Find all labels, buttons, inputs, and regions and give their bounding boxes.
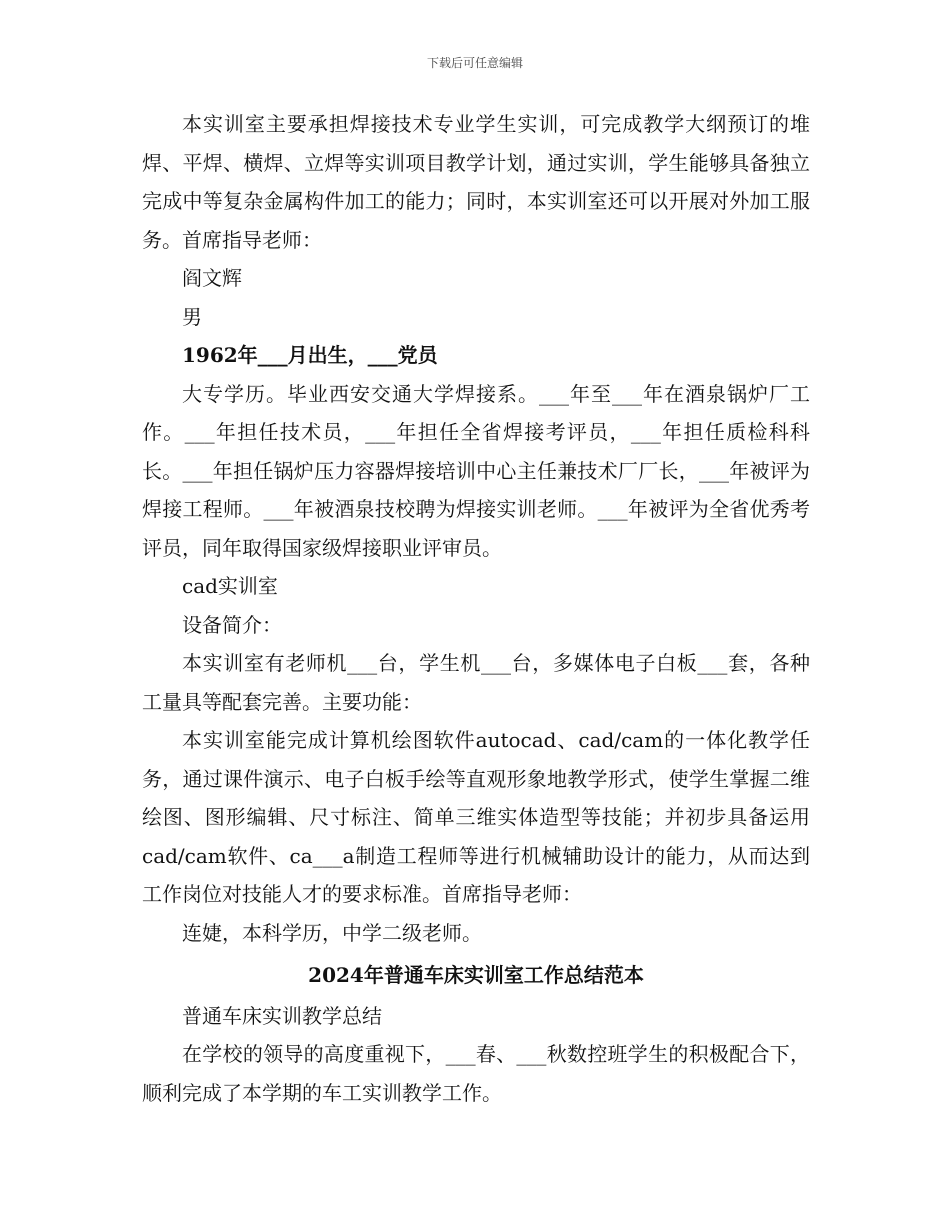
paragraph-equipment-desc: 本实训室有老师机___台，学生机___台，多媒体电子白板___套，各种工量具等配套完善。主要功能： (142, 651, 810, 714)
paragraph-lathe-summary-body: 在学校的领导的高度重视下，___春、___秋数控班学生的积极配合下，顺利完成了本学期的车工实训教学工作。 (142, 1042, 810, 1105)
section-title: 2024年普通车床实训室工作总结范本 (308, 963, 644, 987)
paragraph-cad-instructor: 连婕，本科学历，中学二级老师。 (182, 920, 482, 945)
paragraph-instructor-birth: 1962年___月出生，___党员 (182, 343, 438, 367)
paragraph-instructor-gender: 男 (182, 304, 202, 329)
page-header: 下载后可任意编辑 (426, 56, 523, 70)
paragraph-cad-lab: cad实训室 (182, 574, 278, 598)
paragraph-equipment-heading: 设备简介： (182, 612, 282, 637)
paragraph-instructor-bio: 大专学历。毕业西安交通大学焊接系。___年至___年在酒泉锅炉厂工作。___年担任技术员，___年担任全省焊接考评员，___年担任质检科科长。___年担任锅炉压力容器焊接培训中心主任兼技术厂厂长，___年被评为焊接工程师。___年被酒泉技校聘为焊接实训老师。___年被评为全省优秀考评员，同年取得国家级焊接职业评审员。 (142, 381, 810, 560)
paragraph-welding-intro: 本实训室主要承担焊接技术专业学生实训，可完成教学大纲预订的堆焊、平焊、横焊、立焊等实训项目教学计划，通过实训，学生能够具备独立完成中等复杂金属构件加工的能力；同时，本实训室还可以开展对外加工服务。首席指导老师： (142, 112, 810, 252)
paragraph-lathe-summary-heading: 普通车床实训教学总结 (182, 1003, 382, 1028)
document-body (142, 105, 810, 1112)
paragraph-cad-functions: 本实训室能完成计算机绘图软件autocad、cad/cam的一体化教学任务，通过课件演示、电子白板手绘等直观形象地教学形式，使学生掌握二维绘图、图形编辑、尺寸标注、简单三维实体造型等技能；并初步具备运用cad/cam软件、ca___a制造工程师等进行机械辅助设计的能力，从而达到工作岗位对技能人才的要求标准。首席指导老师： (142, 728, 810, 906)
paragraph-instructor-name: 阎文辉 (182, 266, 242, 290)
